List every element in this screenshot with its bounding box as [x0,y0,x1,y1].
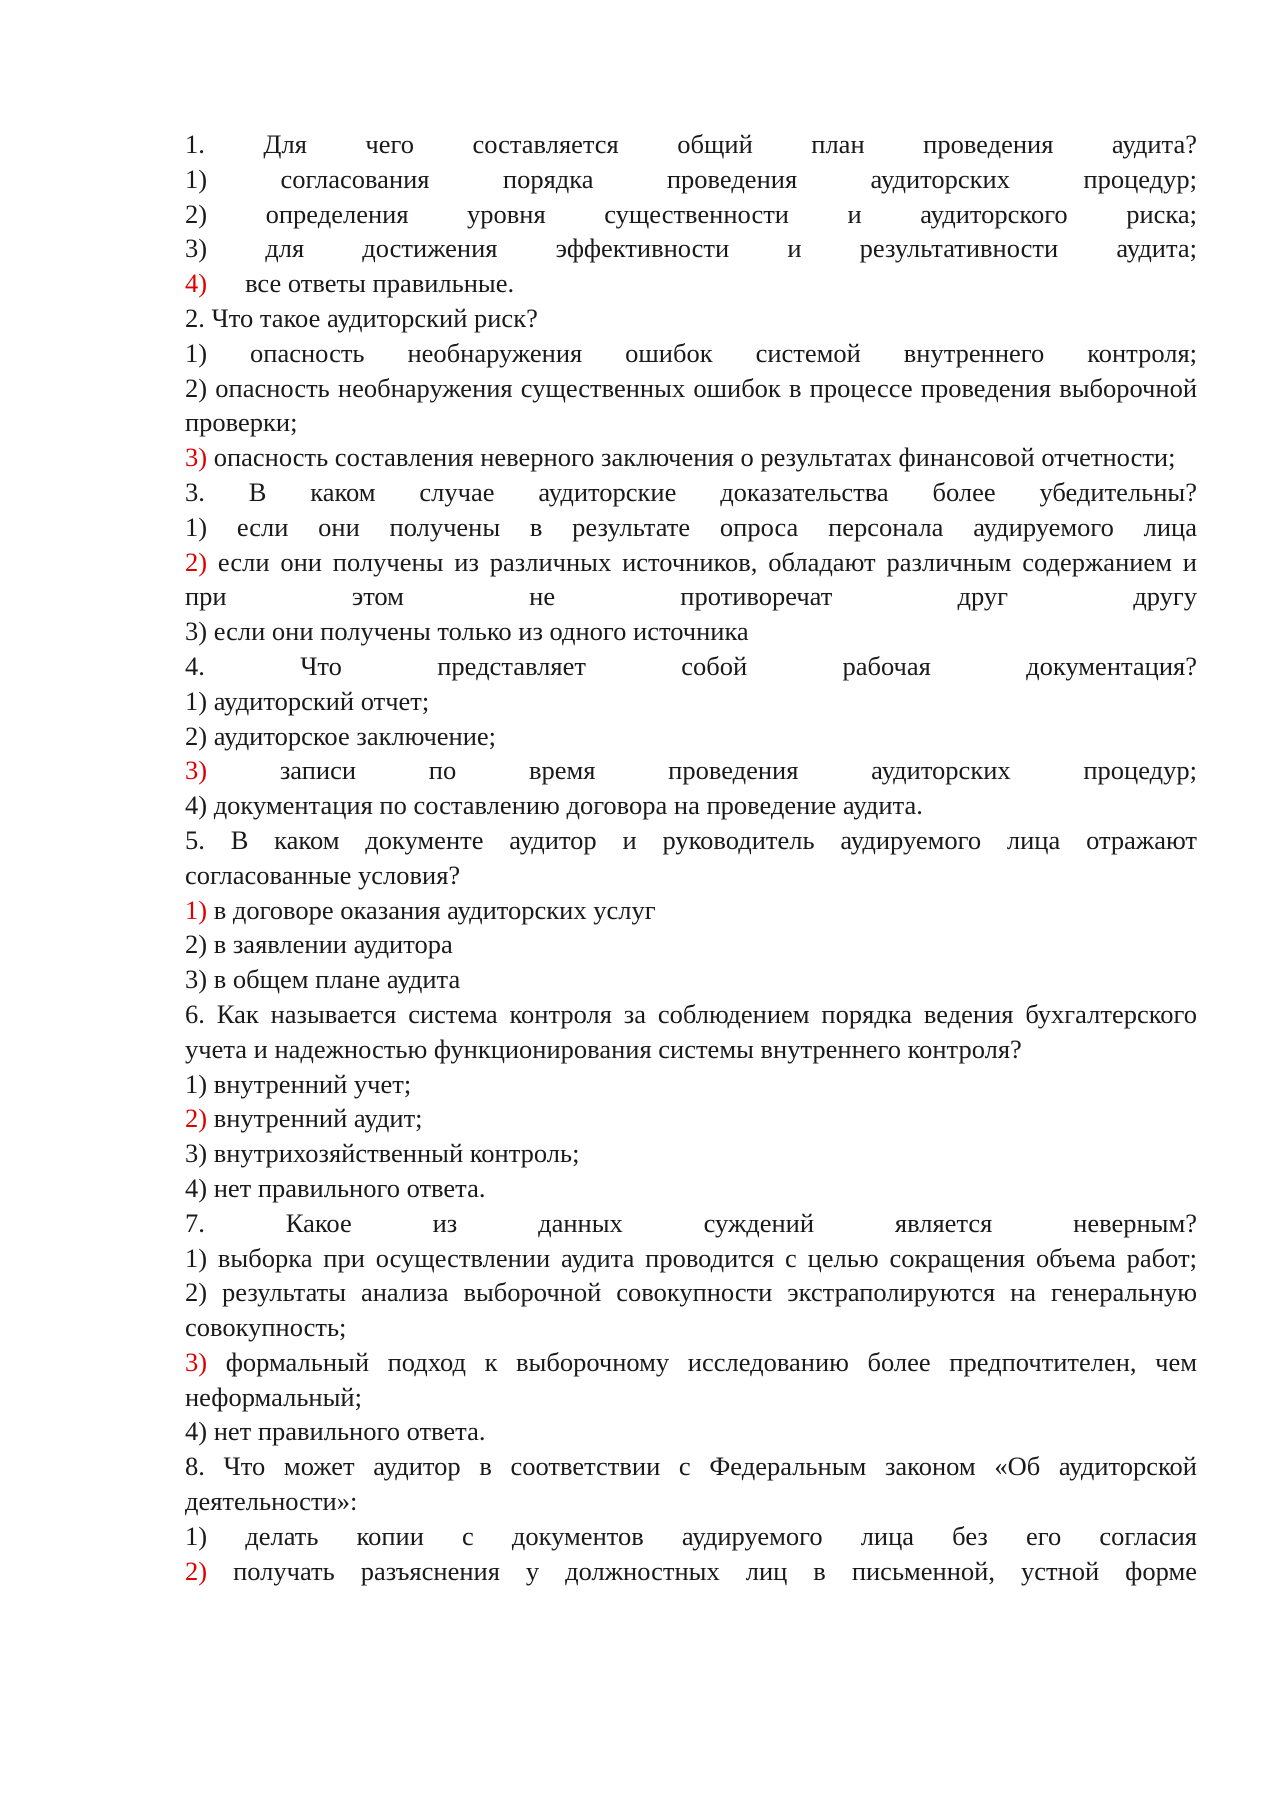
answer-6-1: 1) внутренний учет; [185,1068,412,1099]
correct-marker: 2) [185,546,208,577]
answer-4-3: 3) записи по время проведения аудиторских процедур; [185,755,1197,786]
question-4: 4. Что представляет собой рабочая документация? [185,650,1197,681]
question-7: 7. Какое из данных суждений является неверным? [185,1207,1197,1238]
answer-6-2: 2) внутренний аудит; [185,1103,423,1134]
question-5: 5. В каком документе аудитор и руководитель аудируемого лица отражают согласованные условия? [185,824,1197,890]
answer-5-2: 2) в заявлении аудитора [185,929,453,960]
answer-8-1: 1) делать копии с документов аудируемого лица без его согласия [185,1520,1197,1551]
answer-7-3: 3) формальный подход к выборочному исследованию более предпочтителен, чем неформальный; [185,1346,1198,1412]
answer-7-4: 4) нет правильного ответа. [185,1416,486,1447]
answer-3-1: 1) если они получены в результате опроса персонала аудируемого лица [185,511,1197,542]
correct-marker: 1) [185,894,208,925]
answer-4-4: 4) документация по составлению договора на проведение аудита. [185,790,923,821]
answer-5-3: 3) в общем плане аудита [185,964,461,995]
answer-6-4: 4) нет правильного ответа. [185,1172,486,1203]
correct-marker: 3) [185,1346,208,1377]
answer-2-3: 3) опасность составления неверного заключения о результатах финансовой отчетности; [185,442,1176,473]
correct-marker: 3) [185,442,208,473]
question-6: 6. Как называется система контроля за соблюдением порядка ведения бухгалтерского учета и надежностью функционирования системы внутреннего контроля? [185,998,1197,1064]
answer-1-4: 4) все ответы правильные. [185,268,515,299]
document-page [185,127,1197,1588]
answer-6-3: 3) внутрихозяйственный контроль; [185,1138,580,1169]
question-8: 8. Что может аудитор в соответствии с Федеральным законом «Об аудиторской деятельности»: [185,1451,1197,1517]
answer-7-1: 1) выборка при осуществлении аудита проводится с целью сокращения объема работ; [185,1242,1198,1273]
answer-4-2: 2) аудиторское заключение; [185,720,497,751]
correct-marker: 4) [185,268,208,299]
correct-marker: 2) [185,1103,208,1134]
answer-2-1: 1) опасность необнаружения ошибок системой внутреннего контроля; [185,337,1197,368]
question-1: 1. Для чего составляется общий план проведения аудита? [185,129,1197,159]
answer-2-2: 2) опасность необнаружения существенных ошибок в процессе проведения выборочной проверки; [185,372,1197,438]
question-2: 2. Что такое аудиторский риск? [185,302,538,333]
answer-7-2: 2) результаты анализа выборочной совокупности экстраполируются на генеральную совокупность; [185,1277,1197,1343]
answer-5-1: 1) в договоре оказания аудиторских услуг [185,894,656,925]
answer-4-1: 1) аудиторский отчет; [185,685,430,716]
correct-marker: 3) [185,755,208,786]
answer-3-3: 3) если они получены только из одного источника [185,616,749,647]
question-3: 3. В каком случае аудиторские доказательства более убедительны? [185,476,1197,507]
correct-marker: 2) [185,1555,208,1586]
answer-1-2: 2) определения уровня существенности и аудиторского риска; [185,198,1197,229]
answer-3-2: 2) если они получены из различных источников, обладают различным содержанием и при этом не противоречат друг другу [185,546,1197,612]
answer-1-1: 1) согласования порядка проведения аудиторских процедур; [185,163,1198,194]
answer-1-3: 3) для достижения эффективности и результативности аудита; [185,233,1198,264]
answer-8-2: 2) получать разъяснения у должностных лиц в письменной, устной форме [185,1555,1197,1586]
